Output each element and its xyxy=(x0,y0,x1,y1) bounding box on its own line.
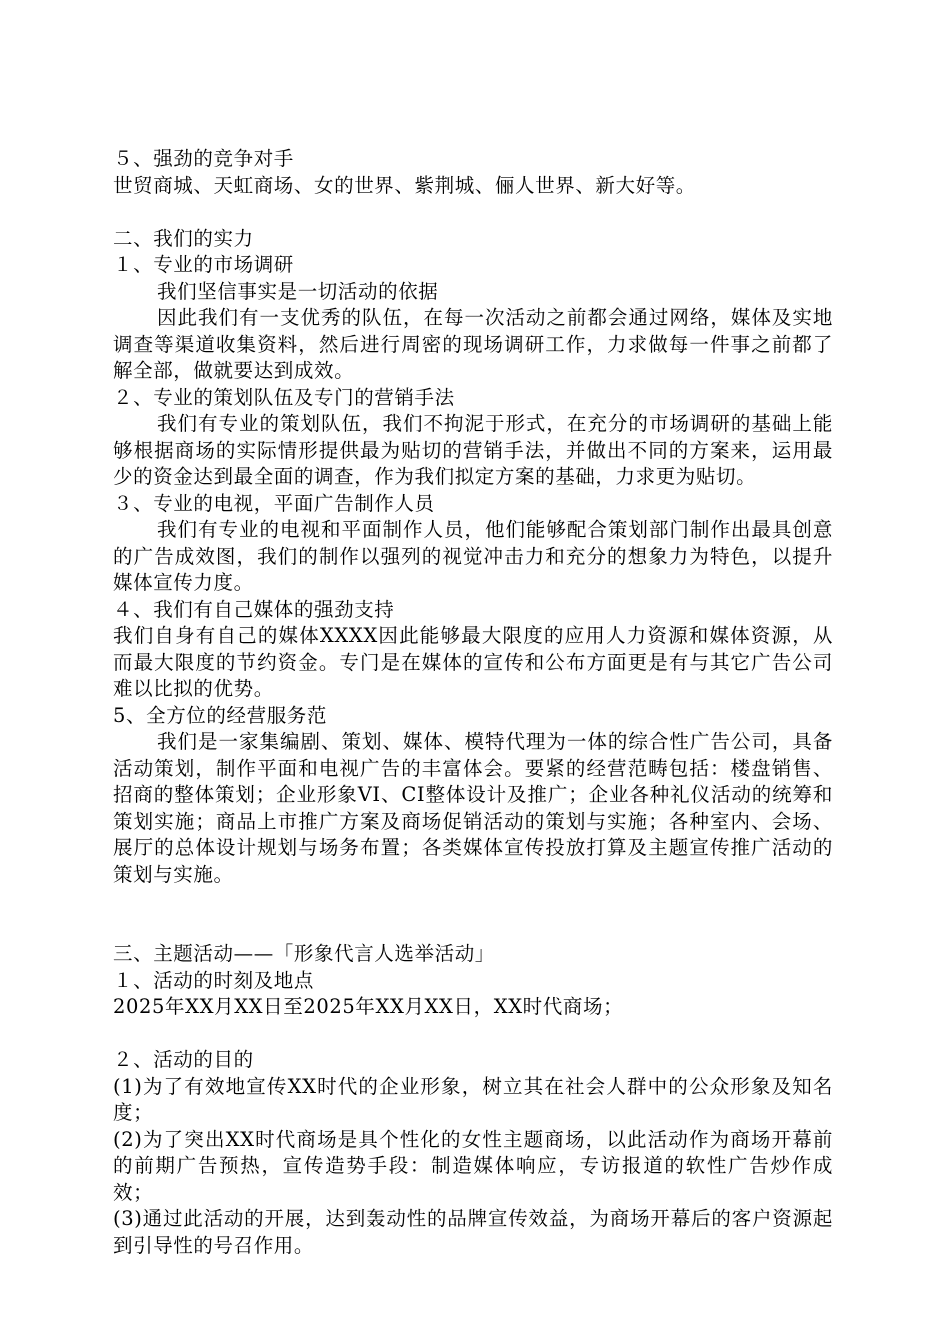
blank-line xyxy=(113,199,833,226)
subheading-time-place: １、活动的时刻及地点 xyxy=(113,968,315,992)
subheading-ad-production: ３、专业的电视，平面广告制作人员 xyxy=(113,491,435,515)
subheading-competitors: ５、强劲的竞争对手 xyxy=(113,147,294,170)
subheading-market-research: １、专业的市场调研 xyxy=(113,253,294,276)
subheading-purpose: ２、活动的目的 xyxy=(113,1048,254,1071)
section-heading-theme-activity: 三、主题活动——「形象代言人选举活动」 xyxy=(113,942,495,965)
subheading-planning-team: ２、专业的策划队伍及专门的营销手法 xyxy=(113,385,455,409)
subheading-media-support: ４、我们有自己媒体的强劲支持 xyxy=(113,597,395,621)
subheading-service-scope: 5、全方位的经营服务范 xyxy=(113,703,328,727)
section-heading-strength: 二、我们的实力 xyxy=(113,226,254,250)
paragraph-purpose-2: (2)为了突出XX时代商场是具个性化的女性主题商场，以此活动作为商场开幕前的前期广告预热，宣传造势手段：制造媒体响应，专访报道的软性广告炒作成效； xyxy=(113,1127,833,1204)
blank-line xyxy=(113,1021,833,1048)
paragraph-ad-production: 我们有专业的电视和平面制作人员，他们能够配合策划部门制作出最具创意的广告成效图，我们的制作以强列的视觉冲击力和充分的想象力为特色，以提升媒体宣传力度。 xyxy=(113,518,833,594)
blank-lines xyxy=(113,888,833,941)
paragraph-competitors: 世贸商城、天虹商场、女的世界、紫荆城、俪人世界、新大好等。 xyxy=(113,173,696,197)
paragraph-purpose-1: (1)为了有效地宣传XX时代的企业形象，树立其在社会人群中的公众形象及知名度； xyxy=(113,1074,833,1124)
paragraph-purpose-3: (3)通过此活动的开展，达到轰动性的品牌宣传效益，为商场开幕后的客户资源起到引导性的号召作用。 xyxy=(113,1207,833,1257)
paragraph-service-scope: 我们是一家集编剧、策划、媒体、模特代理为一体的综合性广告公司，具备活动策划，制作平面和电视广告的丰富体会。要紧的经营范畴包括：楼盘销售、招商的整体策划；企业形象VI、CI整体设计及推广；企业各种礼仪活动的统筹和策划实施；商品上市推广方案及商场促销活动的策划与实施；各种室内、会场、展厅的总体设计规划与场务布置；各类媒体宣传投放打算及主题宣传推广活动的策划与实施。 xyxy=(113,730,833,886)
document-body xyxy=(113,146,833,1259)
paragraph-belief: 我们坚信事实是一切活动的依据 xyxy=(157,279,439,303)
paragraph-media-support: 我们自身有自己的媒体XXXX因此能够最大限度的应用人力资源和媒体资源，从而最大限度的节约资金。专门是在媒体的宣传和公布方面更是有与其它广告公司难以比拟的优势。 xyxy=(113,624,833,700)
paragraph-team: 因此我们有一支优秀的队伍，在每一次活动之前都会通过网络，媒体及实地调查等渠道收集资料，然后进行周密的现场调研工作，力求做每一件事之前都了解全部，做就要达到成效。 xyxy=(113,306,833,382)
paragraph-planning: 我们有专业的策划队伍，我们不拘泥于形式，在充分的市场调研的基础上能够根据商场的实际情形提供最为贴切的营销手法，并做出不同的方案来，运用最少的资金达到最全面的调查，作为我们拟定方案的基础，力求更为贴切。 xyxy=(113,412,833,488)
paragraph-time-place: 2025年XX月XX日至2025年XX月XX日，XX时代商场； xyxy=(113,995,624,1018)
